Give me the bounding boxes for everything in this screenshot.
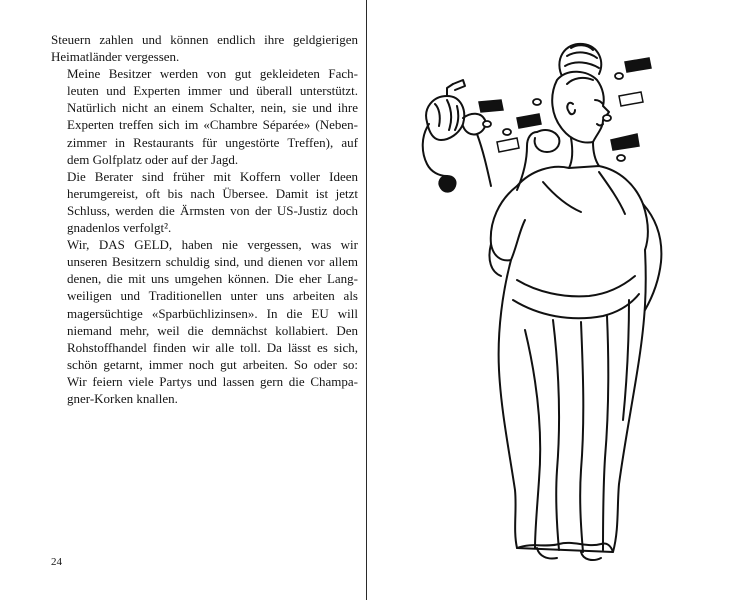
text-line: Heimatländer vergessen.	[51, 49, 180, 65]
banknote-icon	[479, 100, 503, 112]
text-line: denen, die mit uns umgehen können. Die eher Lang-	[67, 271, 358, 287]
text-line: Meine Besitzer werden von gut gekleideten Fach-	[67, 66, 358, 82]
page-number: 24	[51, 556, 62, 568]
left-page	[0, 0, 366, 600]
body-text	[51, 31, 358, 407]
banknote-icon	[517, 114, 541, 128]
text-line: Steuern zahlen und können endlich ihre geldgierigen	[51, 32, 358, 47]
coin-icon	[615, 73, 623, 79]
text-line: unseren Besitzern schuldig sind, und dienen vor allem	[67, 254, 358, 270]
banknote-icon	[619, 92, 643, 106]
text-line: Rohstoffhandel finden wir alle toll. Da lässt es sich,	[67, 339, 358, 355]
text-line: Natürlich nicht an einem Schalter, nein, sie und ihre	[67, 100, 358, 116]
text-line: magersüchtige «Sparbüchlizinsen». In die EU will	[67, 305, 358, 321]
text-line: Schluss, werden die Ärmsten von der US-Justiz doch	[67, 202, 358, 218]
banknote-icon	[625, 58, 651, 72]
text-line: weiligen und Traditionellen unter uns arbeiten als	[67, 288, 358, 304]
coin-icon	[533, 99, 541, 105]
text-line: dem Golfplatz oder auf der Jagd.	[67, 151, 239, 167]
text-line: niemand mehr, weil die demnächst kollabiert. Den	[67, 322, 358, 338]
text-line: zimmer in Restaurants für ungestörte Treffen), auf	[67, 134, 358, 150]
upper-robe	[517, 166, 648, 250]
text-line: schön getarnt, immer noch gut arbeiten. So oder so:	[67, 356, 358, 372]
coin-icon	[503, 129, 511, 135]
text-line: gner-Korken knallen.	[67, 390, 178, 406]
paragraph	[51, 168, 358, 236]
banknote-icon	[497, 138, 519, 152]
raised-arm	[491, 186, 525, 260]
coin-icon	[603, 115, 611, 121]
text-line: Die Berater sind früher mit Koffern voller Ideen	[67, 168, 358, 184]
text-line: Experten treffen sich im «Chambre Séparée» (Neben-	[67, 117, 358, 133]
paragraph	[51, 31, 358, 65]
text-line: leuten und Experten immer und überall unterstützt.	[67, 83, 358, 99]
banknote-icon	[611, 134, 639, 150]
coin-icon	[617, 155, 625, 161]
text-line: Wir feiern viele Partys und lassen gern die Champa-	[67, 373, 358, 389]
text-line: Wir, DAS GELD, haben nie vergessen, was wir	[67, 237, 358, 253]
paragraph	[51, 236, 358, 407]
coin-icon	[483, 121, 491, 127]
paragraph	[51, 65, 358, 168]
right-page	[367, 0, 733, 600]
illustration-woman-with-atomizer	[367, 0, 733, 600]
text-line: gnadenlos verfolgt².	[67, 220, 172, 236]
text-line: herumgereist, oft bis nach Übersee. Damit ist jetzt	[67, 185, 358, 201]
head	[552, 72, 609, 143]
